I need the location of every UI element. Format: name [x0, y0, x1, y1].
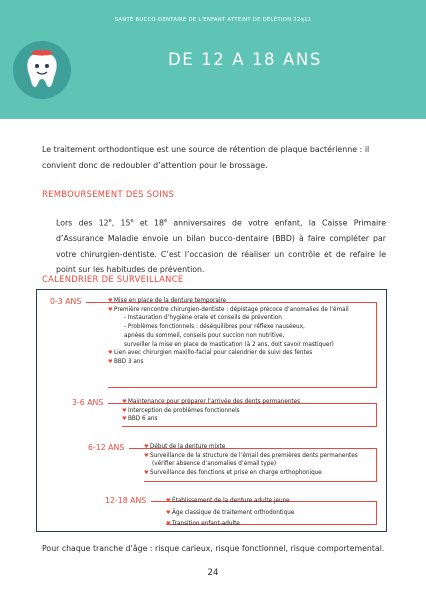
ordinal-suffix: e	[163, 218, 168, 224]
age-label: 12-18 ANS	[105, 496, 147, 505]
reimbursement-heading: REMBOURSEMENT DES SOINS	[42, 189, 175, 199]
heart-icon: ♥	[108, 298, 113, 304]
list-item	[108, 323, 349, 332]
item-text: (vérifier absence d’anomalies d’émail type)	[152, 461, 277, 468]
item-text: Mise en place de la denture temporaire	[114, 298, 227, 304]
heart-icon: ♥	[122, 399, 127, 405]
list-item	[144, 443, 358, 452]
reimbursement-text-part: anniversaires de votre enfant, la Caisse Primaire d’Assurance Maladie envoie un bilan bucco-dentaire (BBD) à faire compléter par votre chirurgien-dentiste. C’est l’occasion de réaliser un contrôle et de refaire le point sur les habitudes de prévention.	[56, 218, 386, 275]
reimbursement-text-part: et 18	[133, 218, 164, 228]
list-item	[108, 341, 349, 350]
heart-icon: ♥	[122, 416, 127, 423]
item-text: apnées du sommeil, conseils pour succion non nutritive,	[124, 332, 285, 339]
item-text: Établissement de la denture adulte jeune	[172, 498, 290, 504]
item-text: - Instauration d’hygiène orale et conseils de prévention	[124, 315, 282, 322]
heart-icon: ♥	[166, 509, 171, 516]
list-item	[108, 306, 349, 315]
age-item-list	[108, 297, 349, 367]
age-item-list	[144, 443, 358, 478]
item-text: BBD 6 ans	[128, 416, 158, 423]
heart-icon: ♥	[108, 350, 113, 357]
list-item	[144, 452, 358, 461]
heart-icon: ♥	[108, 306, 113, 313]
ordinal-suffix: e	[130, 218, 134, 224]
heart-icon: ♥	[144, 452, 149, 459]
reimbursement-paragraph	[56, 214, 386, 278]
heart-icon: ♥	[108, 358, 113, 365]
list-item	[108, 349, 349, 358]
heart-icon: ♥	[144, 470, 149, 477]
item-text: - Problèmes fonctionnels : déséquilibres pour réflexe nauséeux,	[124, 324, 305, 331]
page-number: 24	[207, 568, 219, 578]
list-item	[166, 519, 294, 531]
age-connector	[151, 501, 166, 502]
heart-icon: ♥	[144, 444, 149, 450]
item-text: Lien avec chirurgien maxillo-facial pour calendrier de suivi des fentes	[114, 350, 313, 357]
list-item	[108, 358, 349, 367]
item-text: BBD 3 ans	[114, 358, 144, 365]
reimbursement-text-part: , 15	[111, 218, 131, 228]
tooth-mascot-icon	[13, 41, 71, 99]
item-text: Transition enfant-adulte	[172, 521, 240, 527]
list-item	[108, 314, 349, 323]
age-connector	[129, 448, 144, 449]
heart-icon: ♥	[166, 521, 171, 527]
heart-icon: ♥	[122, 407, 127, 414]
list-item	[108, 297, 349, 306]
item-text: Surveillance des fonctions et prise en charge orthophonique	[150, 470, 322, 477]
header-supertitle: SANTÉ BUCCO-DENTAIRE DE L'ENFANT ATTEINT DE DÉLÉTION 22q11	[114, 17, 312, 23]
list-item	[108, 332, 349, 341]
list-item	[144, 460, 358, 469]
calendar-heading: CALENDRIER DE SURVEILLANCE	[42, 274, 184, 284]
intro-paragraph: Le traitement orthodontique est une source de rétention de plaque bactérienne : il convient donc de redoubler d’attention pour le brossage.	[42, 145, 370, 170]
item-text: Interception de problèmes fonctionnels	[128, 407, 240, 414]
list-item	[122, 398, 300, 407]
item-text: Surveillance de la structure de l’émail des premières dents permanentes	[150, 452, 358, 459]
ordinal-suffix: e	[108, 218, 112, 224]
header-band	[0, 0, 426, 119]
age-item-list	[166, 496, 294, 531]
age-label: 6-12 ANS	[88, 443, 125, 452]
age-label: 3-6 ANS	[72, 398, 104, 407]
list-item	[144, 469, 358, 478]
list-item	[122, 415, 300, 424]
age-item-list	[122, 398, 300, 424]
item-text: Maintenance pour préparer l’arrivée des dents permanentes	[128, 399, 301, 405]
list-item	[166, 496, 294, 508]
heart-icon: ♥	[166, 498, 171, 504]
reimbursement-text-part: Lors des 12	[56, 218, 109, 228]
list-item	[166, 508, 294, 520]
item-text: Âge classique de traitement orthodontique	[172, 509, 295, 516]
item-text: Première rencontre chirurgien-dentiste : dépistage précoce d’anomalies de l’émail	[114, 306, 349, 313]
item-text: Début de la denture mixte	[150, 444, 226, 450]
footer-note: Pour chaque tranche d’âge : risque carieux, risque fonctionnel, risque comportemental.	[42, 544, 385, 553]
age-label: 0-3 ANS	[50, 297, 82, 306]
item-text: surveiller la mise en place de mastication (à 2 ans, doit savoir mastiquer)	[124, 341, 334, 348]
list-item	[122, 407, 300, 416]
page-title: DE 12 A 18 ANS	[168, 50, 322, 69]
age-connector	[108, 403, 122, 404]
age-connector	[86, 302, 108, 303]
